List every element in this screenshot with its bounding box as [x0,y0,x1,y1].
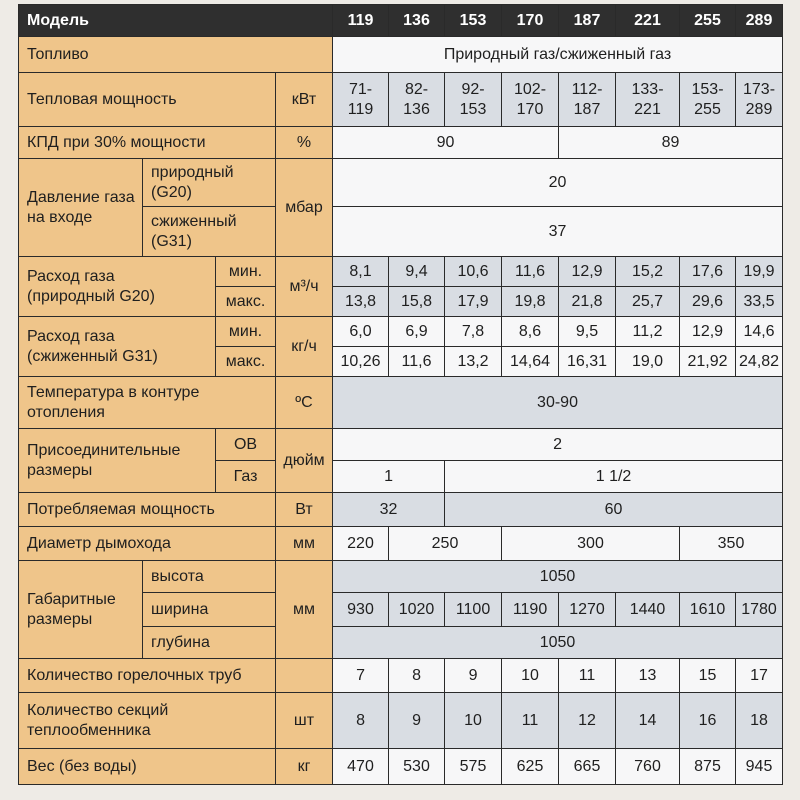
flow-natural-max-value: 29,6 [680,287,736,317]
consumption-value: 32 [333,493,445,527]
flow-natural-min-value: 11,6 [502,257,559,287]
sections-value: 9 [389,693,445,749]
chimney-row [19,527,783,561]
weight-value: 625 [502,749,559,785]
burners-value: 10 [502,659,559,693]
weight-row [19,749,783,785]
burners-label: Количество горелочных труб [19,659,276,693]
temperature-value: 30-90 [333,377,783,429]
fuel-label: Топливо [19,37,333,73]
power-value: 92- 153 [445,73,502,127]
flow-liquefied-min-row [19,317,783,347]
model-col-header: 170 [502,5,559,37]
chimney-value: 220 [333,527,389,561]
weight-value: 530 [389,749,445,785]
model-col-header: 221 [616,5,680,37]
dimensions-unit: мм [276,561,333,659]
power-value: 173- 289 [736,73,783,127]
consumption-row [19,493,783,527]
temperature-label: Температура в контуре отопления [19,377,276,429]
pressure-unit: мбар [276,159,333,257]
pressure-label: Давление газа на входе [19,159,143,257]
sections-value: 12 [559,693,616,749]
connection-ov-label: ОВ [216,429,276,461]
dimensions-width-value: 1190 [502,593,559,627]
chimney-value: 250 [389,527,502,561]
flow-liquefied-min-value: 11,2 [616,317,680,347]
sections-value: 11 [502,693,559,749]
weight-label: Вес (без воды) [19,749,276,785]
burners-value: 7 [333,659,389,693]
flow-natural-min-row [19,257,783,287]
model-col-header: 187 [559,5,616,37]
model-col-header: 136 [389,5,445,37]
spec-table [18,4,783,785]
flow-natural-min-label: мин. [216,257,276,287]
weight-value: 665 [559,749,616,785]
burners-value: 17 [736,659,783,693]
sections-value: 10 [445,693,502,749]
dimensions-height-row [19,561,783,593]
connection-gas-value: 1 [333,461,445,493]
fuel-value: Природный газ/сжиженный газ [333,37,783,73]
consumption-label: Потребляемая мощность [19,493,276,527]
power-row [19,73,783,127]
sections-unit: шт [276,693,333,749]
power-value: 112- 187 [559,73,616,127]
flow-natural-max-value: 33,5 [736,287,783,317]
flow-natural-min-value: 19,9 [736,257,783,287]
flow-natural-max-value: 15,8 [389,287,445,317]
dimensions-width-value: 1020 [389,593,445,627]
flow-natural-min-value: 17,6 [680,257,736,287]
burners-unit [276,659,333,693]
flow-liquefied-max-value: 13,2 [445,347,502,377]
flow-natural-max-value: 17,9 [445,287,502,317]
model-col-header: 119 [333,5,389,37]
burners-value: 15 [680,659,736,693]
efficiency-value: 90 [333,127,559,159]
weight-value: 760 [616,749,680,785]
consumption-unit: Вт [276,493,333,527]
flow-natural-unit: м³/ч [276,257,333,317]
flow-liquefied-max-value: 24,82 [736,347,783,377]
flow-natural-max-value: 21,8 [559,287,616,317]
connection-label: Присоединительные размеры [19,429,216,493]
flow-liquefied-label: Расход газа (сжиженный G31) [19,317,216,377]
flow-natural-min-value: 9,4 [389,257,445,287]
flow-liquefied-min-value: 14,6 [736,317,783,347]
sections-label: Количество секций теплообменника [19,693,276,749]
flow-natural-max-value: 25,7 [616,287,680,317]
dimensions-width-value: 1780 [736,593,783,627]
temperature-row [19,377,783,429]
efficiency-unit: % [276,127,333,159]
dimensions-width-value: 1610 [680,593,736,627]
dimensions-depth-value: 1050 [333,627,783,659]
power-value: 102- 170 [502,73,559,127]
power-label: Тепловая мощность [19,73,276,127]
model-col-header: 255 [680,5,736,37]
connection-ov-row [19,429,783,461]
burners-value: 13 [616,659,680,693]
pressure-natural-label: природный (G20) [143,159,276,207]
flow-liquefied-min-value: 9,5 [559,317,616,347]
chimney-value: 350 [680,527,783,561]
header-row [19,5,783,37]
connection-gas-label: Газ [216,461,276,493]
chimney-label: Диаметр дымохода [19,527,276,561]
power-unit: кВт [276,73,333,127]
dimensions-depth-label: глубина [143,627,276,659]
connection-unit: дюйм [276,429,333,493]
efficiency-label: КПД при 30% мощности [19,127,276,159]
flow-natural-min-value: 10,6 [445,257,502,287]
power-value: 153- 255 [680,73,736,127]
flow-liquefied-min-value: 12,9 [680,317,736,347]
burners-row [19,659,783,693]
flow-natural-label: Расход газа (природный G20) [19,257,216,317]
consumption-value: 60 [445,493,783,527]
flow-liquefied-max-value: 10,26 [333,347,389,377]
sections-value: 14 [616,693,680,749]
model-header: Модель [19,5,333,37]
efficiency-row [19,127,783,159]
model-col-header: 289 [736,5,783,37]
connection-ov-value: 2 [333,429,783,461]
flow-natural-max-label: макс. [216,287,276,317]
flow-liquefied-max-value: 11,6 [389,347,445,377]
flow-liquefied-min-value: 6,0 [333,317,389,347]
sections-value: 16 [680,693,736,749]
flow-natural-min-value: 8,1 [333,257,389,287]
connection-gas-value: 1 1/2 [445,461,783,493]
weight-unit: кг [276,749,333,785]
sections-value: 8 [333,693,389,749]
pressure-row-natural [19,159,783,207]
pressure-liquefied-value: 37 [333,207,783,257]
flow-liquefied-max-value: 19,0 [616,347,680,377]
sections-row [19,693,783,749]
dimensions-width-value: 1440 [616,593,680,627]
power-value: 82- 136 [389,73,445,127]
flow-liquefied-max-value: 21,92 [680,347,736,377]
power-value: 133- 221 [616,73,680,127]
dimensions-height-label: высота [143,561,276,593]
flow-liquefied-max-value: 16,31 [559,347,616,377]
weight-value: 575 [445,749,502,785]
chimney-unit: мм [276,527,333,561]
flow-liquefied-min-value: 8,6 [502,317,559,347]
dimensions-width-value: 1100 [445,593,502,627]
model-col-header: 153 [445,5,502,37]
weight-value: 470 [333,749,389,785]
flow-liquefied-min-value: 6,9 [389,317,445,347]
flow-natural-max-value: 19,8 [502,287,559,317]
flow-liquefied-min-label: мин. [216,317,276,347]
power-value: 71- 119 [333,73,389,127]
weight-value: 875 [680,749,736,785]
dimensions-width-value: 1270 [559,593,616,627]
burners-value: 11 [559,659,616,693]
chimney-value: 300 [502,527,680,561]
flow-natural-max-value: 13,8 [333,287,389,317]
fuel-row [19,37,783,73]
flow-liquefied-max-value: 14,64 [502,347,559,377]
dimensions-width-label: ширина [143,593,276,627]
weight-value: 945 [736,749,783,785]
flow-natural-min-value: 15,2 [616,257,680,287]
sections-value: 18 [736,693,783,749]
burners-value: 8 [389,659,445,693]
dimensions-width-value: 930 [333,593,389,627]
pressure-natural-value: 20 [333,159,783,207]
flow-liquefied-min-value: 7,8 [445,317,502,347]
flow-liquefied-max-label: макс. [216,347,276,377]
temperature-unit: ºC [276,377,333,429]
pressure-liquefied-label: сжиженный (G31) [143,207,276,257]
dimensions-label: Габаритные размеры [19,561,143,659]
flow-liquefied-unit: кг/ч [276,317,333,377]
flow-natural-min-value: 12,9 [559,257,616,287]
burners-value: 9 [445,659,502,693]
efficiency-value: 89 [559,127,783,159]
dimensions-height-value: 1050 [333,561,783,593]
